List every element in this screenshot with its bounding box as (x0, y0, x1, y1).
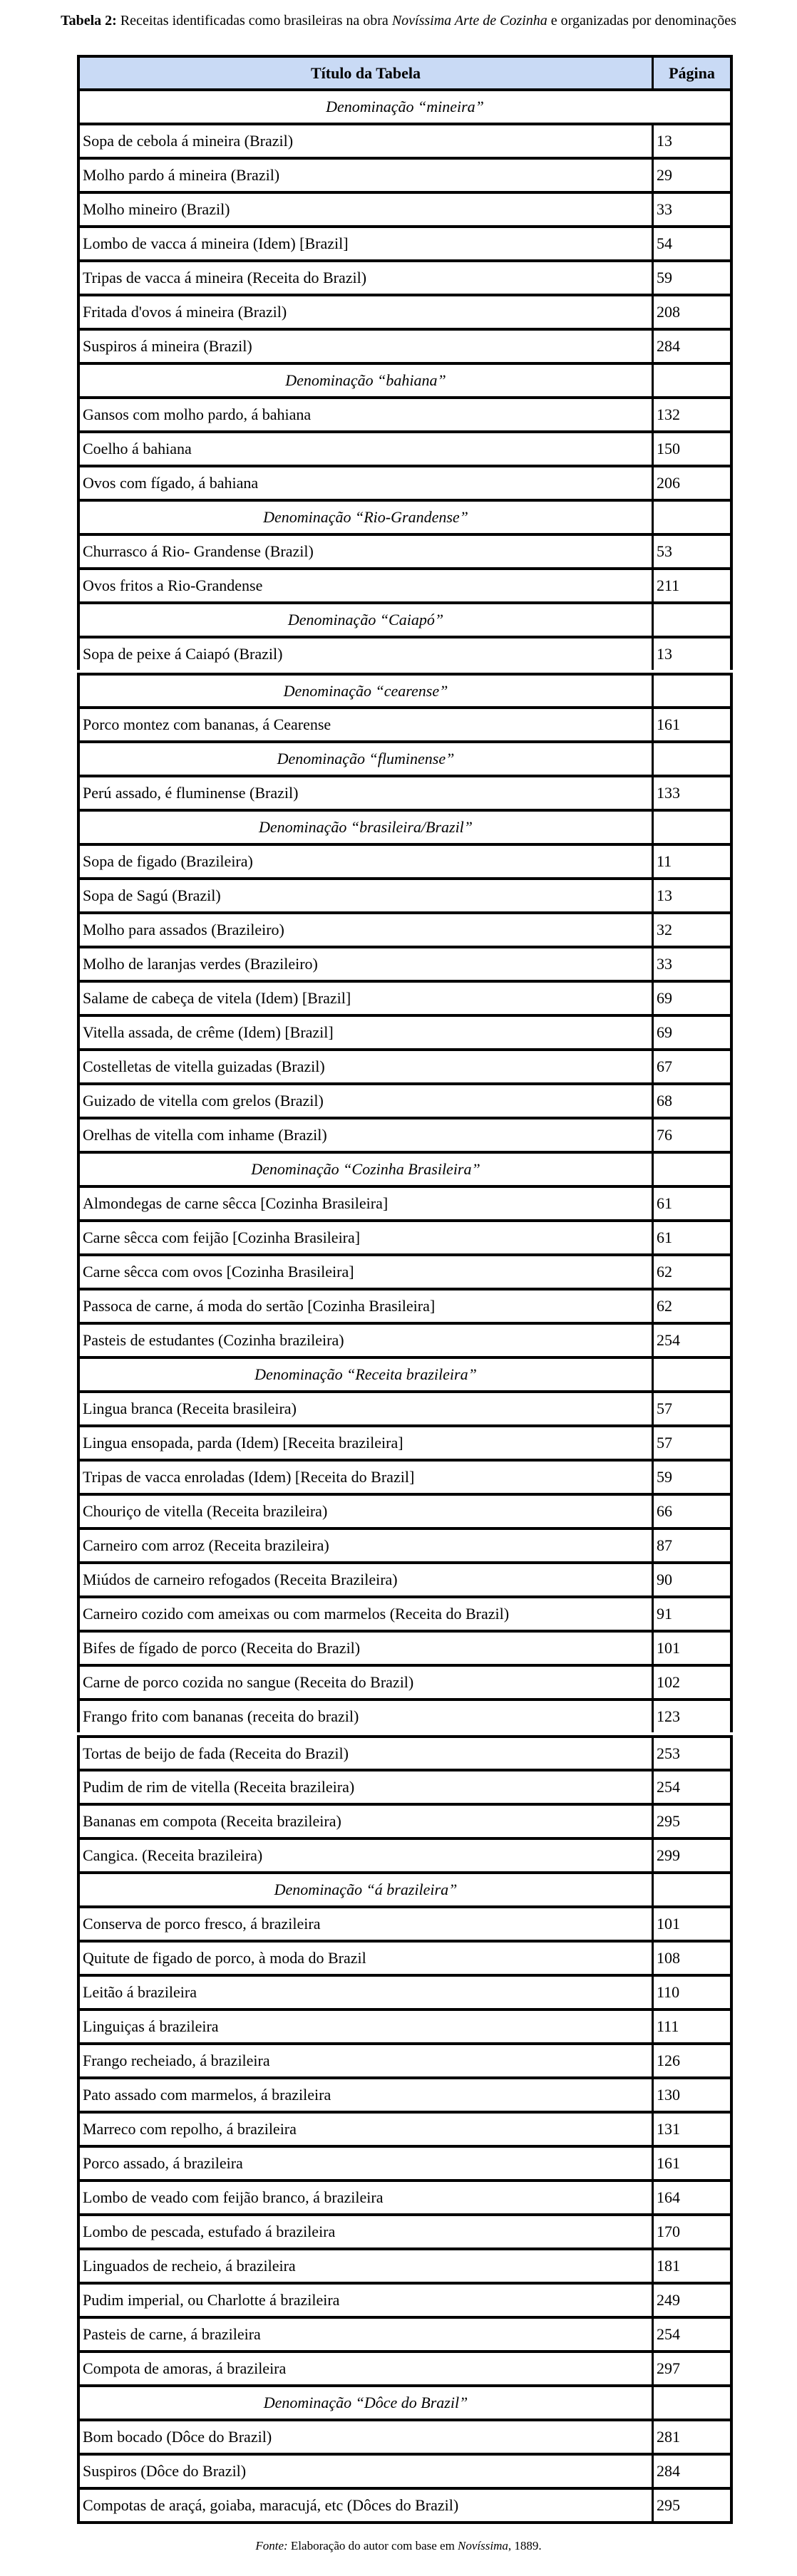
recipe-page-cell: 161 (657, 2154, 680, 2172)
table-row (77, 1085, 733, 1119)
table-row (77, 1598, 733, 1633)
recipe-page-cell: 69 (657, 1023, 672, 1041)
table-row (77, 2148, 733, 2182)
recipe-page-cell: 62 (657, 1263, 672, 1281)
table-row (77, 1564, 733, 1598)
section-page-cell (654, 2387, 730, 2419)
section-title: Denominação “Receita brazileira” (80, 1359, 654, 1390)
recipe-title-cell: Miúdos de carneiro refogados (Receita Brazileira) (80, 1564, 654, 1595)
section-header-row (77, 1874, 733, 1908)
table-row (77, 2490, 733, 2524)
recipe-title-cell: Suspiros (Dôce do Brazil) (80, 2456, 654, 2487)
section-page-cell (654, 1154, 730, 1185)
section-header-row (77, 91, 733, 125)
table-row (77, 2285, 733, 2319)
recipe-title-cell: Carne sêcca com ovos [Cozinha Brasileira] (80, 1256, 654, 1288)
table-row (77, 228, 733, 262)
table-row (77, 1943, 733, 1977)
recipe-page-cell: 254 (657, 1778, 680, 1796)
recipe-page-cell: 254 (657, 1331, 680, 1349)
table-row (77, 262, 733, 296)
recipe-title-cell: Tortas de beijo de fada (Receita do Brazil) (80, 1738, 654, 1769)
table-row (77, 1701, 733, 1732)
recipe-title-cell: Orelhas de vitella com inhame (Brazil) (80, 1119, 654, 1151)
recipe-title-cell: Bananas em compota (Receita brazileira) (80, 1806, 654, 1837)
section-page-cell (654, 1359, 730, 1390)
recipe-title-cell: Pudim de rim de vitella (Receita brazileira) (80, 1771, 654, 1803)
section-page-cell (654, 604, 730, 636)
table-body (77, 91, 733, 2524)
recipe-title-cell: Molho pardo á mineira (Brazil) (80, 160, 654, 191)
table-row (77, 880, 733, 914)
recipe-title-cell: Almondegas de carne sêcca [Cozinha Brasileira] (80, 1188, 654, 1219)
recipe-title-cell: Compotas de araçá, goiaba, maracujá, etc (Dôces do Brazil) (80, 2490, 654, 2521)
recipe-title-cell: Compota de amoras, á brazileira (80, 2353, 654, 2384)
table-row (77, 1017, 733, 1051)
section-title: Denominação “mineira” (326, 98, 484, 115)
recipe-page-cell: 164 (657, 2188, 680, 2206)
recipe-page-cell: 33 (657, 200, 672, 218)
section-title: Denominação “Cozinha Brasileira” (80, 1154, 654, 1185)
table-row (77, 983, 733, 1017)
table-row (77, 331, 733, 365)
table-row (77, 777, 733, 812)
recipe-page-cell: 206 (657, 474, 680, 492)
section-page-cell (654, 676, 730, 706)
recipe-page-cell: 69 (657, 989, 672, 1007)
recipe-title-cell: Tripas de vacca enroladas (Idem) [Receita do Brazil] (80, 1462, 654, 1493)
recipe-title-cell: Molho para assados (Brazileiro) (80, 914, 654, 946)
recipe-page-cell: 249 (657, 2291, 680, 2309)
recipe-title-cell: Porco montez com bananas, á Cearense (80, 709, 654, 740)
recipe-title-cell: Cangica. (Receita brazileira) (80, 1840, 654, 1871)
recipe-page-cell: 170 (657, 2223, 680, 2240)
table-row (77, 1977, 733, 2011)
section-title: Denominação “Caiapó” (80, 604, 654, 636)
table-row (77, 1393, 733, 1427)
recipe-page-cell: 13 (657, 645, 672, 663)
recipe-page-cell: 284 (657, 337, 680, 355)
table-row (77, 914, 733, 948)
recipe-title-cell: Sopa de cebola á mineira (Brazil) (80, 125, 654, 157)
recipe-title-cell: Molho mineiro (Brazil) (80, 194, 654, 225)
recipe-page-cell: 101 (657, 1639, 680, 1657)
table-row (77, 194, 733, 228)
table-row (77, 2011, 733, 2045)
recipe-page-cell: 130 (657, 2086, 680, 2104)
table-row (77, 1325, 733, 1359)
recipe-title-cell: Molho de laranjas verdes (Brazileiro) (80, 948, 654, 980)
recipe-title-cell: Tripas de vacca á mineira (Receita do Brazil) (80, 262, 654, 294)
table-row (77, 467, 733, 502)
table-row (77, 1462, 733, 1496)
recipe-page-cell: 13 (657, 132, 672, 150)
recipe-page-cell: 295 (657, 2496, 680, 2514)
section-header-row (77, 502, 733, 536)
footer-work-title: Novíssima (458, 2539, 508, 2552)
recipe-title-cell: Chouriço de vitella (Receita brazileira) (80, 1496, 654, 1527)
recipe-page-cell: 253 (657, 1744, 680, 1762)
recipe-page-cell: 90 (657, 1571, 672, 1588)
table-source-note (0, 2539, 797, 2553)
recipe-page-cell: 297 (657, 2359, 680, 2377)
recipe-title-cell: Gansos com molho pardo, á bahiana (80, 399, 654, 430)
table-caption (21, 13, 776, 29)
table-row (77, 1806, 733, 1840)
recipe-title-cell: Pudim imperial, ou Charlotte á brazileira (80, 2285, 654, 2316)
table-row (77, 2250, 733, 2285)
table-row (77, 1290, 733, 1325)
recipe-title-cell: Carneiro com arroz (Receita brazileira) (80, 1530, 654, 1561)
recipe-title-cell: Lombo de pescada, estufado á brazileira (80, 2216, 654, 2247)
table-row (77, 1735, 733, 1771)
section-header-row (77, 604, 733, 638)
recipe-page-cell: 208 (657, 303, 680, 321)
recipe-title-cell: Carne de porco cozida no sangue (Receita do Brazil) (80, 1667, 654, 1698)
recipe-title-cell: Conserva de porco fresco, á brazileira (80, 1908, 654, 1940)
recipe-page-cell: 284 (657, 2462, 680, 2480)
recipe-page-cell: 13 (657, 886, 672, 904)
section-page-cell (654, 743, 730, 775)
recipe-page-cell: 57 (657, 1434, 672, 1452)
table-row (77, 1667, 733, 1701)
recipes-table (77, 55, 733, 2524)
table-row (77, 2114, 733, 2148)
table-row (77, 433, 733, 467)
recipe-page-cell: 61 (657, 1228, 672, 1246)
section-title: Denominação “cearense” (80, 676, 654, 706)
table-row (77, 2456, 733, 2490)
recipe-title-cell: Porco assado, á brazileira (80, 2148, 654, 2179)
recipe-title-cell: Guizado de vitella com grelos (Brazil) (80, 1085, 654, 1117)
recipe-title-cell: Lingua branca (Receita brasileira) (80, 1393, 654, 1424)
recipe-page-cell: 161 (657, 715, 680, 733)
recipe-page-cell: 254 (657, 2325, 680, 2343)
recipe-page-cell: 281 (657, 2428, 680, 2446)
footer-text-before: Elaboração do autor com base em (287, 2539, 458, 2552)
recipe-page-cell: 111 (657, 2017, 679, 2035)
recipe-title-cell: Sopa de Sagú (Brazil) (80, 880, 654, 911)
recipe-page-cell: 68 (657, 1092, 672, 1109)
recipe-page-cell: 110 (657, 1983, 680, 2001)
recipe-title-cell: Quitute de figado de porco, à moda do Brazil (80, 1943, 654, 1974)
column-header-page: Página (669, 63, 715, 82)
recipe-page-cell: 59 (657, 1468, 672, 1486)
recipe-page-cell: 57 (657, 1400, 672, 1417)
table-row (77, 1840, 733, 1874)
section-header-row (77, 812, 733, 846)
table-row (77, 2079, 733, 2114)
table-row (77, 1496, 733, 1530)
recipe-title-cell: Linguiças á brazileira (80, 2011, 654, 2042)
table-row (77, 2319, 733, 2353)
recipe-title-cell: Carneiro cozido com ameixas ou com marmelos (Receita do Brazil) (80, 1598, 654, 1630)
table-row (77, 1633, 733, 1667)
section-title: Denominação “Rio-Grandense” (80, 502, 654, 533)
recipe-title-cell: Costelletas de vitella guizadas (Brazil) (80, 1051, 654, 1082)
table-row (77, 1771, 733, 1806)
recipe-page-cell: 211 (657, 576, 680, 594)
caption-text-after: e organizadas por denominações (547, 13, 736, 29)
recipe-title-cell: Suspiros á mineira (Brazil) (80, 331, 654, 362)
section-page-cell (654, 1874, 730, 1905)
recipe-title-cell: Bom bocado (Dôce do Brazil) (80, 2421, 654, 2453)
recipe-title-cell: Ovos fritos a Rio-Grandense (80, 570, 654, 601)
table-row (77, 1188, 733, 1222)
column-header-title: Título da Tabela (80, 58, 654, 88)
table-row (77, 2353, 733, 2387)
table-row (77, 1119, 733, 1154)
table-row (77, 2182, 733, 2216)
recipe-title-cell: Ovos com fígado, á bahiana (80, 467, 654, 499)
table-row (77, 1222, 733, 1256)
recipe-page-cell: 181 (657, 2257, 680, 2275)
table-row (77, 1256, 733, 1290)
table-row (77, 1427, 733, 1462)
section-header-row (77, 365, 733, 399)
recipe-page-cell: 132 (657, 405, 680, 423)
section-header-row (77, 1154, 733, 1188)
recipe-page-cell: 102 (657, 1673, 680, 1691)
recipe-title-cell: Churrasco á Rio- Grandense (Brazil) (80, 536, 654, 567)
recipe-page-cell: 53 (657, 542, 672, 560)
table-row (77, 638, 733, 670)
section-title: Denominação “Dôce do Brazil” (80, 2387, 654, 2419)
recipe-title-cell: Carne sêcca com feijão [Cozinha Brasileira] (80, 1222, 654, 1253)
recipe-title-cell: Coelho á bahiana (80, 433, 654, 465)
table-row (77, 709, 733, 743)
recipe-title-cell: Lingua ensopada, parda (Idem) [Receita brazileira] (80, 1427, 654, 1459)
table-row (77, 948, 733, 983)
section-header-row (77, 2387, 733, 2421)
recipe-page-cell: 11 (657, 852, 672, 870)
recipe-page-cell: 295 (657, 1812, 680, 1830)
recipe-page-cell: 101 (657, 1915, 680, 1933)
recipe-title-cell: Lombo de vacca á mineira (Idem) [Brazil] (80, 228, 654, 259)
recipe-title-cell: Salame de cabeça de vitela (Idem) [Brazil] (80, 983, 654, 1014)
recipe-title-cell: Vitella assada, de crême (Idem) [Brazil] (80, 1017, 654, 1048)
recipe-page-cell: 150 (657, 440, 680, 457)
table-row (77, 846, 733, 880)
recipe-page-cell: 131 (657, 2120, 680, 2138)
table-row (77, 536, 733, 570)
section-page-cell (654, 365, 730, 396)
recipe-page-cell: 123 (657, 1707, 680, 1725)
table-row (77, 399, 733, 433)
recipe-title-cell: Frango frito com bananas (receita do brazil) (80, 1701, 654, 1732)
table-row (77, 1051, 733, 1085)
footer-label: Fonte: (255, 2539, 288, 2552)
recipe-title-cell: Bifes de fígado de porco (Receita do Brazil) (80, 1633, 654, 1664)
recipe-page-cell: 33 (657, 955, 672, 973)
table-row (77, 296, 733, 331)
recipe-page-cell: 61 (657, 1194, 672, 1212)
recipe-page-cell: 108 (657, 1949, 680, 1967)
recipe-page-cell: 29 (657, 166, 672, 184)
recipe-page-cell: 62 (657, 1297, 672, 1315)
section-page-cell (654, 502, 730, 533)
table-row (77, 2045, 733, 2079)
section-header-row (77, 673, 733, 709)
recipe-title-cell: Frango recheiado, á brazileira (80, 2045, 654, 2076)
recipe-title-cell: Pasteis de carne, á brazileira (80, 2319, 654, 2350)
recipe-page-cell: 299 (657, 1846, 680, 1864)
recipe-page-cell: 54 (657, 234, 672, 252)
recipe-title-cell: Pasteis de estudantes (Cozinha brazileira) (80, 1325, 654, 1356)
table-row (77, 1530, 733, 1564)
section-title: Denominação “fluminense” (80, 743, 654, 775)
recipe-title-cell: Leitão á brazileira (80, 1977, 654, 2008)
table-row (77, 1908, 733, 1943)
section-title: Denominação “bahiana” (80, 365, 654, 396)
recipe-title-cell: Passoca de carne, á moda do sertão [Cozinha Brasileira] (80, 1290, 654, 1322)
recipe-title-cell: Sopa de figado (Brazileira) (80, 846, 654, 877)
table-row (77, 125, 733, 160)
recipe-title-cell: Perú assado, é fluminense (Brazil) (80, 777, 654, 809)
table-row (77, 570, 733, 604)
recipe-title-cell: Linguados de recheio, á brazileira (80, 2250, 654, 2282)
section-title: Denominação “brasileira/Brazil” (80, 812, 654, 843)
recipe-page-cell: 133 (657, 784, 680, 802)
section-page-cell (654, 812, 730, 843)
caption-label: Tabela 2: (61, 13, 117, 29)
recipe-page-cell: 59 (657, 269, 672, 286)
recipe-page-cell: 32 (657, 921, 672, 938)
table-row (77, 2216, 733, 2250)
recipe-title-cell: Lombo de veado com feijão branco, á brazileira (80, 2182, 654, 2213)
footer-text-after: , 1889. (508, 2539, 542, 2552)
recipe-page-cell: 67 (657, 1057, 672, 1075)
recipe-title-cell: Marreco com repolho, á brazileira (80, 2114, 654, 2145)
recipe-page-cell: 126 (657, 2052, 680, 2069)
caption-work-title: Novíssima Arte de Cozinha (391, 13, 547, 29)
recipe-title-cell: Sopa de peixe á Caiapó (Brazil) (80, 638, 654, 670)
caption-text-before: Receitas identificadas como brasileiras na obra (116, 13, 392, 29)
recipe-page-cell: 87 (657, 1536, 672, 1554)
recipe-title-cell: Fritada d'ovos á mineira (Brazil) (80, 296, 654, 328)
section-header-row (77, 1359, 733, 1393)
section-header-row (77, 743, 733, 777)
recipe-page-cell: 66 (657, 1502, 672, 1520)
section-title: Denominação “á brazileira” (80, 1874, 654, 1905)
recipe-title-cell: Pato assado com marmelos, á brazileira (80, 2079, 654, 2111)
recipe-page-cell: 76 (657, 1126, 672, 1144)
recipe-page-cell: 91 (657, 1605, 672, 1623)
table-row (77, 2421, 733, 2456)
table-header-row (77, 55, 733, 91)
table-row (77, 160, 733, 194)
